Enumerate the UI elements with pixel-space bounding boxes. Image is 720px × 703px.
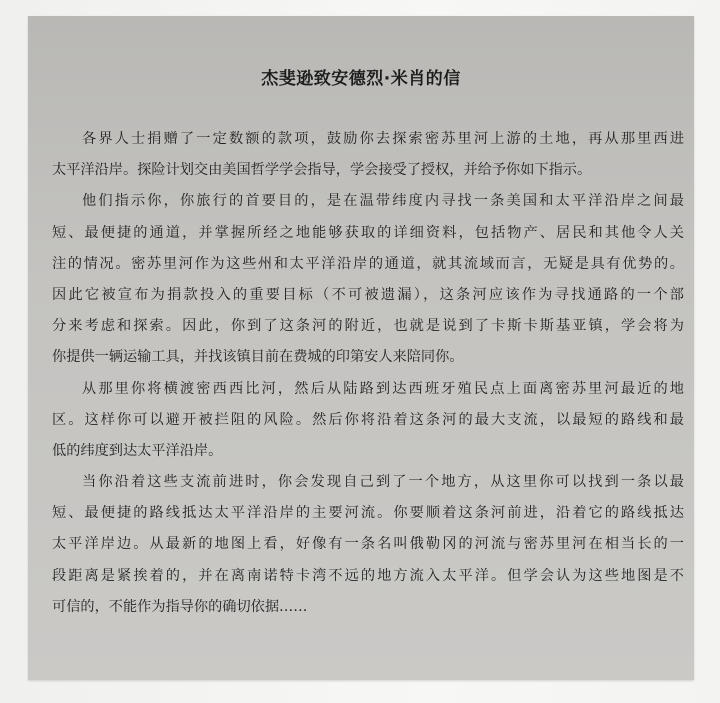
text-line: 区。这样你可以避开被拦阻的风险。然后你将沿着这条河的最大支流，以最短的路线和最	[52, 411, 684, 428]
text-line: 短、最便捷的路线抵达太平洋沿岸的主要河流。你要顺着这条河前进，沿着它的路线抵达	[52, 505, 684, 522]
document-title: 杰斐逊致安德烈·米肖的信	[261, 69, 461, 89]
text-line: 分来考虑和探索。因此，你到了这条河的附近，也就是说到了卡斯卡斯基亚镇，学会将为	[52, 318, 684, 335]
letter-body	[52, 124, 684, 623]
text-line: 低的纬度到达太平洋沿岸。	[52, 442, 223, 459]
text-line: 各界人士捐赠了一定数额的款项，鼓励你去探索密苏里河上游的土地，再从那里西进	[82, 131, 684, 147]
text-line: 太平洋沿岸。探险计划交由美国哲学学会指导，学会接受了授权，并给予你如下指示。	[52, 162, 592, 179]
text-line: 当你沿着这些支流前进时，你会发现自己到了一个地方，从这里你可以找到一条以最	[82, 474, 684, 491]
text-line: 因此它被宣布为捐款投入的重要目标（不可被遗漏），这条河应该作为寻找通路的一个部	[52, 286, 684, 303]
text-line: 可信的，不能作为指导你的确切依据……	[52, 598, 308, 615]
text-line: 从那里你将横渡密西西比河，然后从陆路到达西班牙殖民点上面离密苏里河最近的地	[82, 380, 684, 397]
text-line: 短、最便捷的通道，并掌握所经之地能够获取的详细资料，包括物产、居民和其他令人关	[52, 224, 684, 241]
text-line: 你提供一辆运输工具，并找该镇目前在费城的印第安人来陪同你。	[52, 349, 464, 366]
text-line: 段距离是紧挨着的，并在离南诺特卡湾不远的地方流入太平洋。但学会认为这些地图是不	[52, 567, 684, 584]
document-panel	[28, 16, 694, 680]
text-line: 太平洋岸边。从最新的地图上看，好像有一条名叫俄勒冈的河流与密苏里河在相当长的一	[52, 536, 684, 553]
text-line: 他们指示你，你旅行的首要目的，是在温带纬度内寻找一条美国和太平洋沿岸之间最	[82, 193, 684, 210]
text-line: 注的情况。密苏里河作为这些州和太平洋沿岸的通道，就其流域而言，无疑是具有优势的。	[52, 255, 684, 272]
